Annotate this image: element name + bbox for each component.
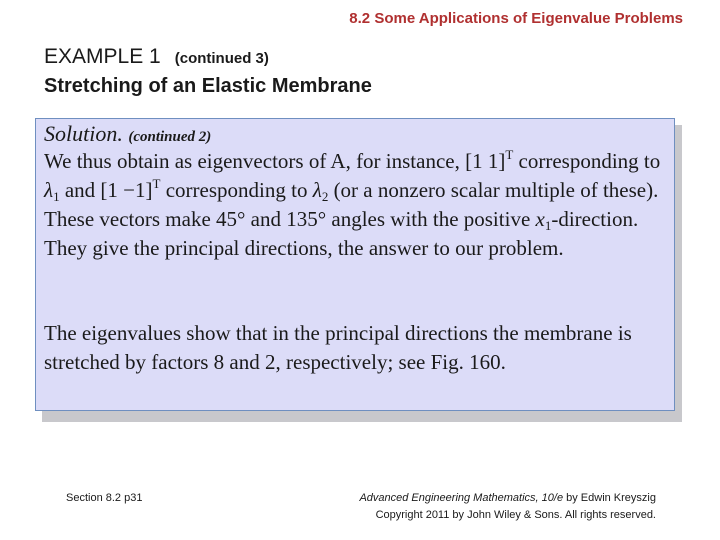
subscript: 1 xyxy=(53,189,60,204)
text-run: -direction. They give the principal directions, the answer to our problem. xyxy=(44,207,639,260)
text-run: and [1 −1] xyxy=(59,178,153,202)
subscript: 1 xyxy=(544,218,552,233)
copyright-line: Copyright 2011 by John Wiley & Sons. All rights reserved. xyxy=(375,509,656,521)
lambda-symbol: λ xyxy=(312,178,322,202)
slide-title xyxy=(44,44,372,100)
book-title: Advanced Engineering Mathematics, 10/e xyxy=(359,492,564,504)
footer-section-ref: Section 8.2 p31 xyxy=(66,492,143,504)
text-run: corresponding to xyxy=(160,178,313,202)
text-run: (or a nonzero scalar multiple of these). These vectors make 45° and 135° angles with the positive xyxy=(44,178,659,231)
subscript: 2 xyxy=(321,189,329,204)
solution-label: Solution. xyxy=(44,121,123,146)
solution-panel xyxy=(35,118,675,411)
solution-paragraph-2: The eigenvalues show that in the principal directions the membrane is stretched by factors 8 and 2, respectively; see Fig. 160. xyxy=(44,321,632,374)
book-author: by Edwin Kreyszig xyxy=(563,492,656,504)
footer-copyright xyxy=(359,490,656,524)
example-label: EXAMPLE 1 xyxy=(44,45,161,68)
text-run: We thus obtain as eigenvectors of A, for instance, [1 1] xyxy=(44,149,506,173)
transpose-sup: T xyxy=(152,176,161,191)
section-header: 8.2 Some Applications of Eigenvalue Problems xyxy=(349,10,683,27)
x-variable: x xyxy=(535,207,545,231)
solution-continued: (continued 2) xyxy=(128,129,212,145)
example-subtitle: Stretching of an Elastic Membrane xyxy=(44,75,372,97)
transpose-sup: T xyxy=(505,147,514,162)
solution-paragraph-1 xyxy=(44,147,672,263)
text-run: corresponding to xyxy=(513,149,661,173)
continued-label: (continued 3) xyxy=(174,50,269,67)
lambda-symbol: λ xyxy=(44,178,54,202)
